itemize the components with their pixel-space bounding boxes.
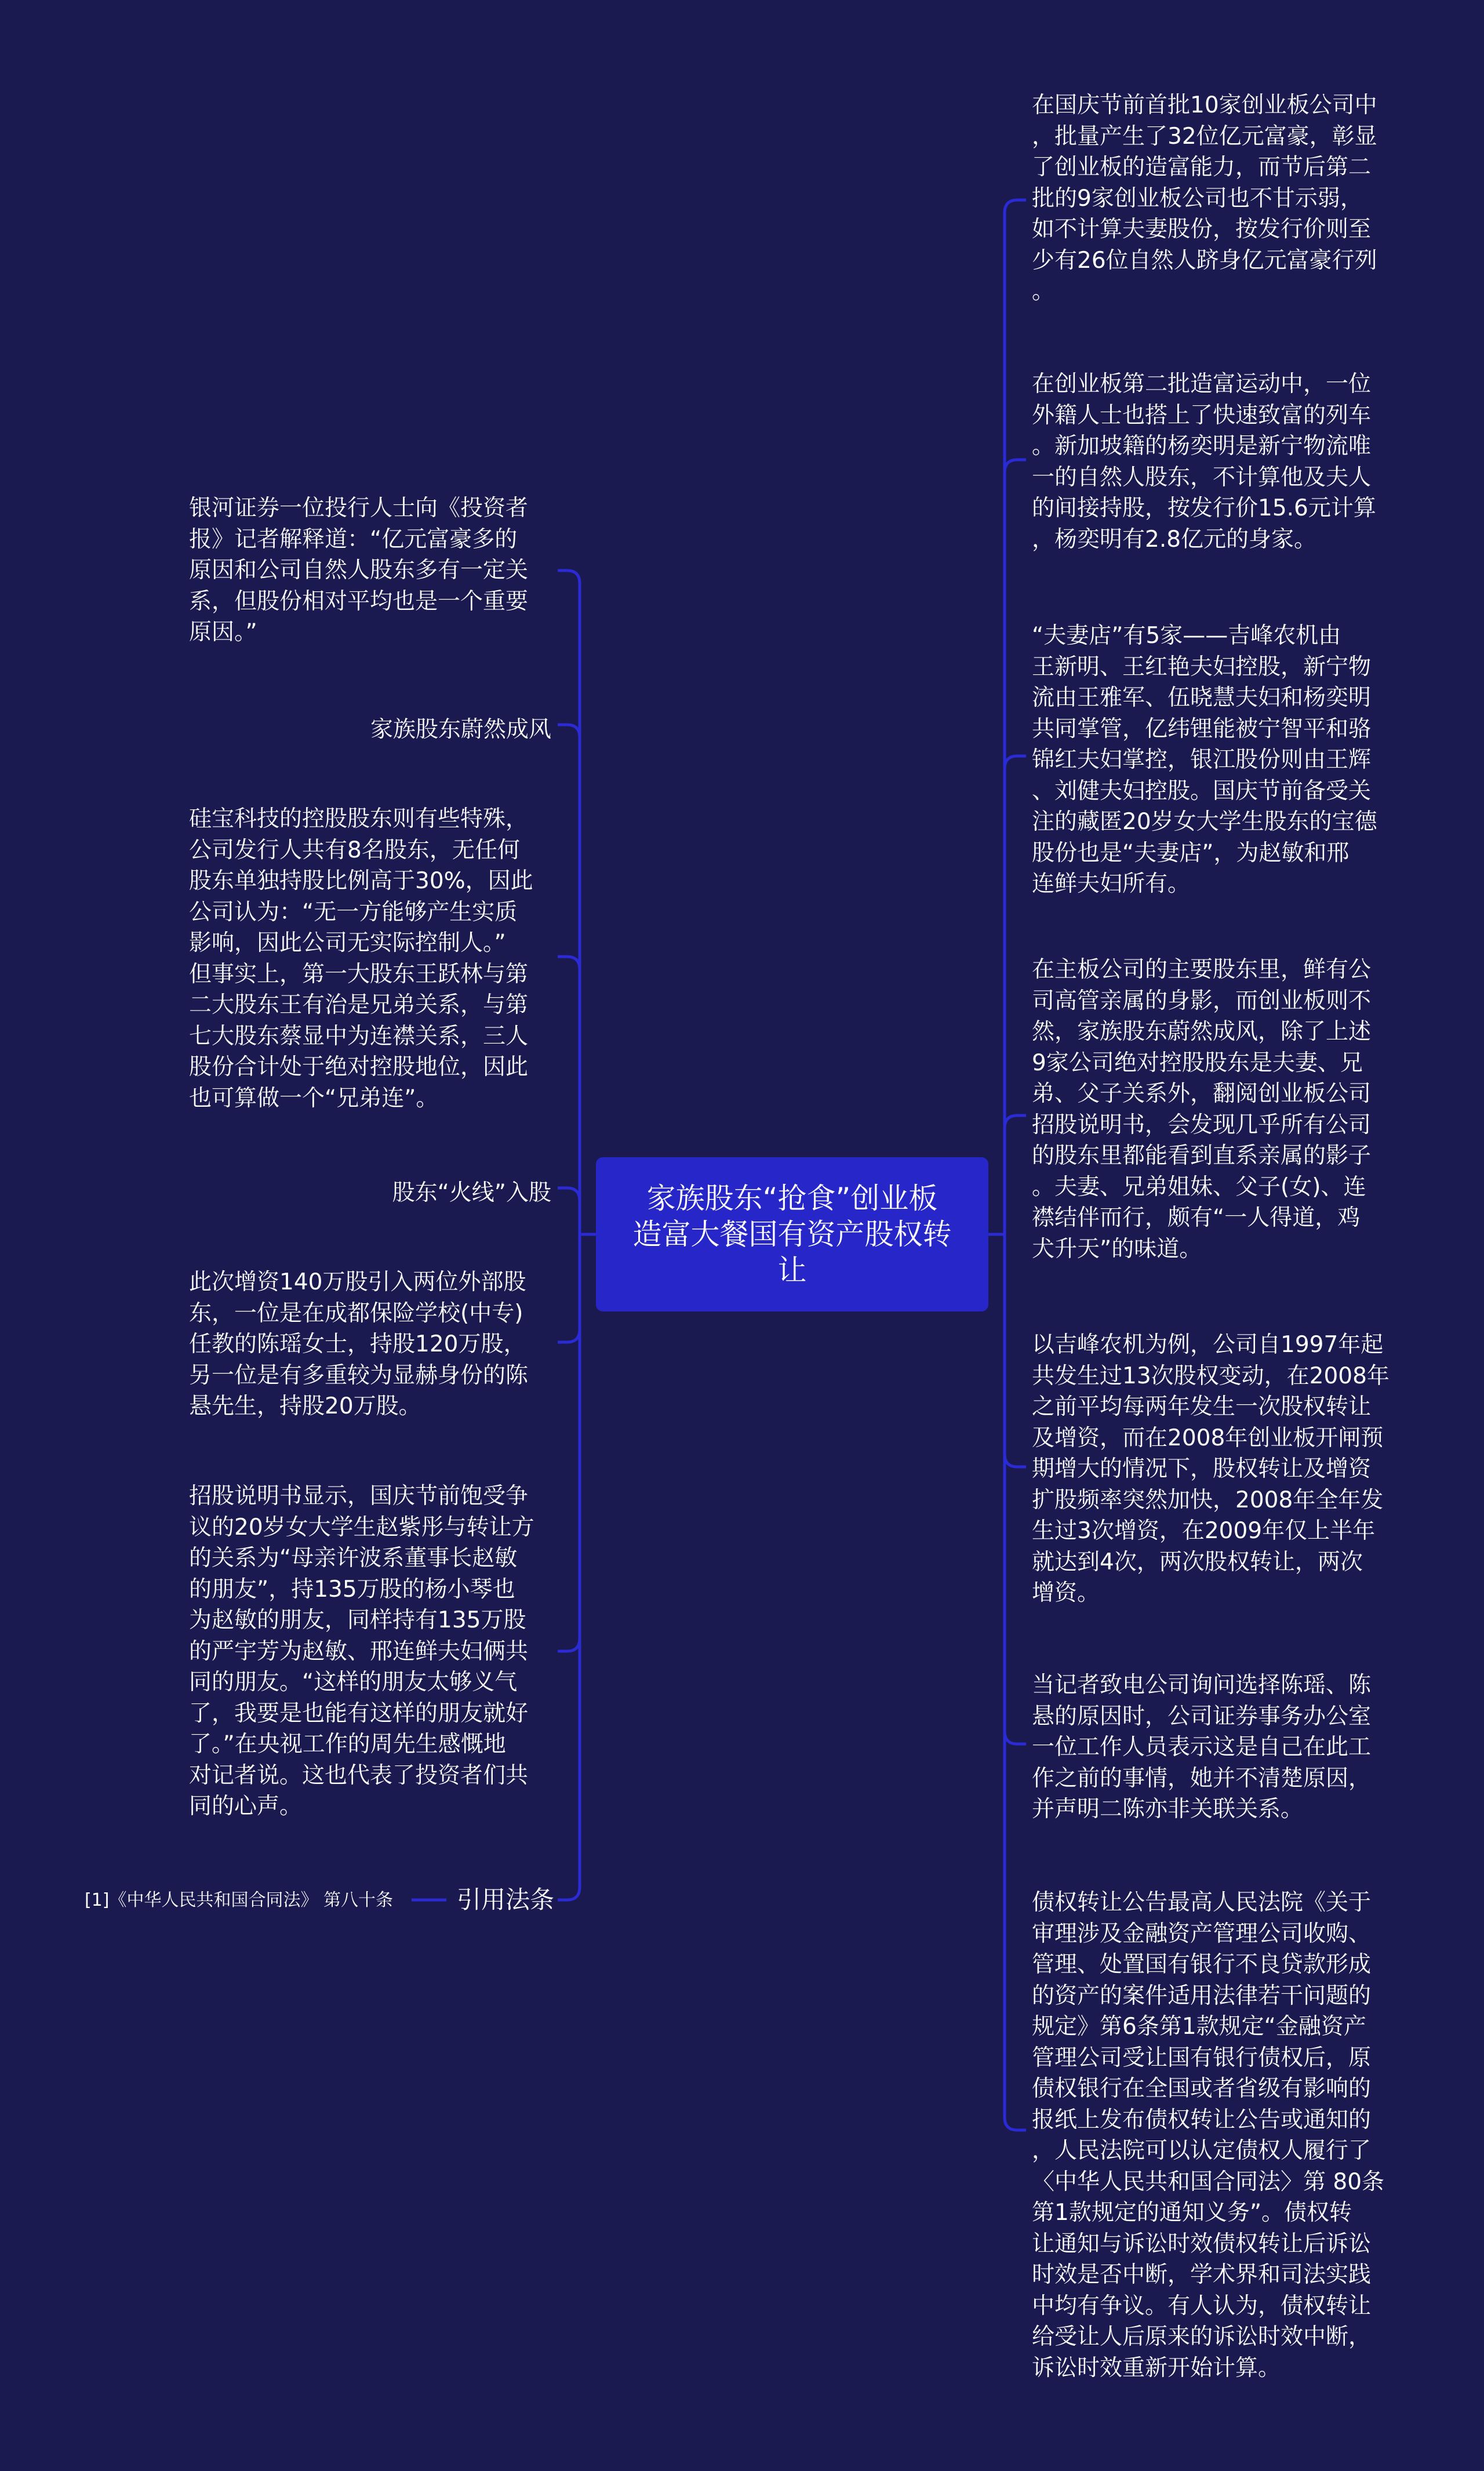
node-text-line: 的关系为“母亲许波系董事长赵敏 [189, 1545, 518, 1571]
node-text-line: 、刘健夫妇控股。国庆节前备受关 [1032, 777, 1372, 804]
node-text-line: 锦红夫妇掌控，银江股份则由王辉 [1032, 747, 1372, 773]
node-text-line: 系，但股份相对平均也是一个重要 [189, 588, 529, 615]
right-branch-link [1005, 756, 1026, 769]
node-text-line: 公司认为：“无一方能够产生实质 [189, 899, 518, 925]
node-text-line: 影响，因此公司无实际控制人。” [189, 930, 506, 956]
node-text-line: 之前平均每两年发生一次股权转让 [1032, 1394, 1372, 1420]
right-branch-link [1005, 1731, 1026, 1744]
node-text-line: 并声明二陈亦非关联关系。 [1032, 1796, 1304, 1822]
node-text-line: 但事实上，第一大股东王跃林与第 [189, 961, 529, 987]
citation-text: [1]《中华人民共和国合同法》 第八十条 [85, 1890, 394, 1910]
node-text-line: 〈中华人民共和国合同法〉第 80条 [1032, 2168, 1385, 2195]
node-text-line: 七大股东蔡显中为连襟关系，三人 [189, 1023, 529, 1049]
node-text-line: 襟结伴而行，颇有“一人得道，鸡 [1032, 1205, 1361, 1231]
central-topic-node[interactable] [596, 1157, 988, 1311]
node-text-line: 及增资，而在2008年创业板开闸预 [1032, 1425, 1384, 1451]
node-text-line: 管理公司受让国有银行债权后，原 [1032, 2044, 1372, 2071]
node-text-line: 在创业板第二批造富运动中，一位 [1032, 371, 1372, 397]
node-text-line: 为赵敏的朋友，同样持有135万股 [189, 1607, 526, 1633]
right-branch-node[interactable] [1032, 90, 1377, 307]
node-text-line: 流由王雅军、伍晓慧夫妇和杨奕明 [1032, 685, 1372, 711]
node-text-line: 当记者致电公司询问选择陈瑶、陈 [1032, 1672, 1372, 1698]
node-text-line: 同的朋友。“这样的朋友太够义气 [189, 1669, 518, 1695]
left-branch-node[interactable] [189, 1178, 551, 1209]
node-text-line: 诉讼时效重新开始计算。 [1032, 2354, 1281, 2381]
node-text-line: 报》记者解释道：“亿元富豪多的 [189, 526, 518, 553]
node-text-line: 生过3次增资，在2009年仅上半年 [1032, 1518, 1376, 1544]
node-text-line: 此次增资140万股引入两位外部股 [189, 1269, 526, 1295]
node-text-line: 的资产的案件适用法律若干问题的 [1032, 1982, 1372, 2009]
node-text-line: 管理、处置国有银行不良贷款形成 [1032, 1952, 1372, 1978]
left-branch-node[interactable] [189, 493, 548, 648]
right-branch-node[interactable] [1032, 1670, 1371, 1825]
node-text-line: 债权转让公告最高人民法院《关于 [1032, 1889, 1372, 1916]
node-text-line: 股份也是“夫妻店”，为赵敏和邢 [1032, 840, 1350, 866]
left-branch-node[interactable] [189, 1481, 548, 1822]
node-text-line: 议的20岁女大学生赵紫彤与转让方 [189, 1514, 534, 1540]
central-topic-line: 家族股东“抢食”创业板 [646, 1182, 938, 1215]
left-branch-link [558, 1329, 580, 1342]
left-branch-node[interactable] [189, 714, 551, 746]
node-text-line: ，杨奕明有2.8亿元的身家。 [1032, 526, 1317, 553]
node-text-line: 银河证券一位投行人士向《投资者 [189, 495, 529, 521]
left-branch-link [558, 957, 580, 969]
node-text-line: 的朋友”，持135万股的杨小琴也 [189, 1576, 515, 1602]
node-text-line: 股东单独持股比例高于30%，因此 [189, 868, 533, 894]
central-topic-line: 让 [777, 1253, 807, 1287]
node-text-line: 增资。 [1032, 1580, 1100, 1606]
node-text-line: 外籍人士也搭上了快速致富的列车 [1032, 402, 1372, 428]
node-text-line: 任教的陈瑶女士，持股120万股， [189, 1331, 526, 1357]
node-text-line: 。夫妻、兄弟姐妹、父子(女)、连 [1032, 1173, 1366, 1200]
node-text-line: 王新明、王红艳夫妇控股，新宁物 [1032, 653, 1372, 680]
node-text-line: 如不计算夫妻股份，按发行价则至 [1032, 216, 1372, 242]
node-text-line: ，批量产生了32位亿元富豪，彰显 [1032, 123, 1377, 150]
left-branch-link [558, 1638, 580, 1651]
node-text-line: 东，一位是在成都保险学校(中专) [189, 1300, 523, 1327]
node-text-line: 时效是否中断，学术界和司法实践 [1032, 2262, 1372, 2288]
right-branch-link [1005, 1454, 1026, 1467]
node-text-line: 让通知与诉讼时效债权转让后诉讼 [1032, 2230, 1372, 2257]
node-text-line: 共发生过13次股权变动，在2008年 [1032, 1362, 1390, 1389]
node-text-line: 就达到4次，两次股权转让，两次 [1032, 1549, 1363, 1575]
node-text-line: 中均有争议。有人认为，债权转让 [1032, 2292, 1372, 2319]
node-text-line: 以吉峰农机为例，公司自1997年起 [1032, 1332, 1384, 1358]
node-text-line: 作之前的事情，她并不清楚原因， [1032, 1765, 1372, 1792]
node-text-line: 少有26位自然人跻身亿元富豪行列 [1032, 247, 1377, 274]
node-text-line: 了，我要是也能有这样的朋友就好 [189, 1700, 529, 1727]
node-text-line: 第1款规定的通知义务”。债权转 [1032, 2200, 1352, 2226]
node-text-line: 审理涉及金融资产管理公司收购、 [1032, 1920, 1372, 1947]
right-branch-link [1005, 200, 1026, 213]
node-text-line: 注的藏匿20岁女大学生股东的宝德 [1032, 809, 1377, 835]
node-text-line: 公司发行人共有8名股东，无任何 [189, 837, 520, 863]
node-text-line: 同的心声。 [189, 1793, 303, 1819]
citation-label-node[interactable]: 引用法条 [457, 1885, 555, 1914]
node-text-line: 一位工作人员表示这是自己在此工 [1032, 1734, 1372, 1760]
node-text-line: 司高管亲属的身影，而创业板则不 [1032, 987, 1372, 1014]
right-branch-link [1005, 2117, 1026, 2130]
right-branch-node[interactable] [1032, 620, 1377, 900]
node-text-line: 期增大的情况下，股权转让及增资 [1032, 1456, 1372, 1482]
node-text-line: 的间接持股，按发行价15.6元计算 [1032, 495, 1376, 521]
node-text-line: 扩股频率突然加快，2008年全年发 [1032, 1487, 1384, 1513]
node-text-line: 债权银行在全国或者省级有影响的 [1032, 2076, 1372, 2102]
node-text-line: 股东“火线”入股 [392, 1180, 551, 1206]
node-text-line: 原因和公司自然人股东多有一定关 [189, 557, 529, 583]
node-text-line: 招股说明书，会发现几乎所有公司 [1032, 1111, 1372, 1138]
node-text-line: 的股东里都能看到直系亲属的影子 [1032, 1143, 1372, 1169]
node-text-line: 悬的原因时，公司证券事务办公室 [1032, 1703, 1372, 1729]
node-text-line: 弟、父子关系外，翻阅创业板公司 [1032, 1081, 1372, 1107]
right-branch-node[interactable] [1032, 954, 1371, 1264]
node-text-line: 原因。” [189, 619, 257, 645]
node-text-line: 。 [1032, 278, 1055, 304]
node-text-line: 悬先生，持股20万股。 [189, 1393, 421, 1419]
node-text-line: 二大股东王有治是兄弟关系，与第 [189, 992, 529, 1018]
right-branch-link [1005, 1115, 1026, 1128]
left-branch-link [558, 570, 580, 583]
node-text-line: 犬升天”的味道。 [1032, 1236, 1202, 1262]
central-topic-line: 造富大餐国有资产股权转 [632, 1218, 952, 1251]
node-text-line: 在国庆节前首批10家创业板公司中 [1032, 92, 1377, 118]
node-text-line: 家族股东蔚然成风 [370, 717, 551, 743]
node-text-line: 然，家族股东蔚然成风，除了上述 [1032, 1019, 1372, 1045]
node-text-line: 硅宝科技的控股股东则有些特殊， [189, 806, 529, 832]
node-text-line: 股份合计处于绝对控股地位，因此 [189, 1054, 529, 1080]
node-text-line: 另一位是有多重较为显赫身份的陈 [189, 1362, 529, 1389]
right-branch-node[interactable] [1032, 369, 1376, 555]
node-text-line: 报纸上发布债权转让公告或通知的 [1032, 2106, 1372, 2133]
node-text-line: 招股说明书显示，国庆节前饱受争 [189, 1483, 529, 1509]
node-text-line: 也可算做一个“兄弟连”。 [189, 1085, 439, 1111]
node-text-line: 一的自然人股东，不计算他及夫人 [1032, 464, 1372, 490]
node-text-line: 规定》第6条第1款规定“金融资产 [1032, 2014, 1366, 2040]
node-text-line: 的严宇芳为赵敏、邢连鲜夫妇俩共 [189, 1638, 529, 1665]
node-text-line: 共同掌管，亿纬锂能被宁智平和骆 [1032, 715, 1372, 742]
node-text-line: ，人民法院可以认定债权人履行了 [1032, 2138, 1372, 2164]
node-text-line: 给受让人后原来的诉讼时效中断， [1032, 2324, 1372, 2350]
node-text-line: 对记者说。这也代表了投资者们共 [189, 1762, 529, 1789]
right-branch-link [1005, 460, 1026, 473]
node-text-line: 。新加坡籍的杨奕明是新宁物流唯 [1032, 433, 1372, 459]
right-branch-node[interactable] [1032, 1887, 1384, 2383]
left-branch-node[interactable] [189, 1267, 548, 1422]
node-text-line: “夫妻店”有5家——吉峰农机由 [1032, 623, 1341, 649]
left-branch-link [558, 1887, 580, 1900]
node-text-line: 了创业板的造富能力，而节后第二 [1032, 154, 1372, 180]
left-branch-node[interactable] [189, 804, 548, 1114]
left-branch-link [558, 725, 580, 737]
node-text-line: 9家公司绝对控股股东是夫妻、兄 [1032, 1049, 1363, 1076]
node-text-line: 在主板公司的主要股东里，鲜有公 [1032, 957, 1372, 983]
left-branch-link [558, 1188, 580, 1201]
node-text-line: 批的9家创业板公司也不甘示弱， [1032, 185, 1363, 212]
node-text-line: 了。”在央视工作的周先生感慨地 [189, 1731, 506, 1757]
right-branch-node[interactable] [1032, 1329, 1390, 1609]
node-text-line: 连鲜夫妇所有。 [1032, 871, 1191, 897]
